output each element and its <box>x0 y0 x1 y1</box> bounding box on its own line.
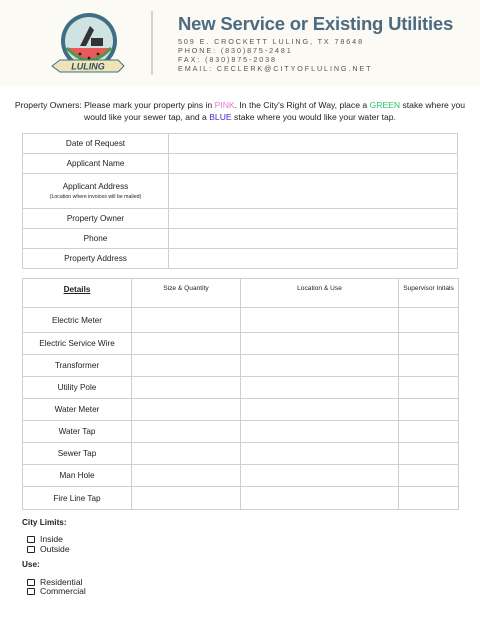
table-row <box>23 308 459 333</box>
supervisor-initials-cell[interactable] <box>399 308 459 333</box>
inside-option[interactable]: Inside <box>27 534 63 544</box>
location-use-cell[interactable] <box>241 308 399 333</box>
applicant-row <box>23 154 458 174</box>
supervisor-initials-header: Supervisor Initals <box>399 279 459 308</box>
supervisor-initials-cell[interactable] <box>399 355 459 377</box>
applicant-address-input[interactable] <box>169 174 458 209</box>
size-quantity-cell[interactable] <box>132 443 241 465</box>
field-label: Property Address <box>23 249 169 269</box>
detail-label: Water Meter <box>23 399 132 421</box>
location-use-cell[interactable] <box>241 421 399 443</box>
date-of-request-input[interactable] <box>169 134 458 154</box>
detail-label: Sewer Tap <box>23 443 132 465</box>
size-quantity-cell[interactable] <box>132 487 241 510</box>
outside-checkbox[interactable] <box>27 546 35 553</box>
applicant-row <box>23 229 458 249</box>
details-header: Details <box>23 279 132 308</box>
property-address-input[interactable] <box>169 249 458 269</box>
field-label: Applicant Address (Location where invoices will be mailed) <box>23 174 169 209</box>
applicant-row <box>23 134 458 154</box>
size-quantity-cell[interactable] <box>132 355 241 377</box>
email-address: EMAIL: CECLERK@CITYOFLULING.NET <box>178 64 373 73</box>
letterhead <box>0 0 480 86</box>
detail-label: Electric Service Wire <box>23 333 132 355</box>
applicant-row <box>23 209 458 229</box>
detail-label: Electric Meter <box>23 308 132 333</box>
detail-label: Water Tap <box>23 421 132 443</box>
table-row <box>23 465 459 487</box>
fax-number: FAX: (830)875-2038 <box>178 55 277 64</box>
field-label: Property Owner <box>23 209 169 229</box>
location-use-cell[interactable] <box>241 443 399 465</box>
detail-label: Fire Line Tap <box>23 487 132 510</box>
location-use-header: Location & Use <box>241 279 399 308</box>
location-use-cell[interactable] <box>241 377 399 399</box>
inside-checkbox[interactable] <box>27 536 35 543</box>
property-owner-input[interactable] <box>169 209 458 229</box>
size-quantity-cell[interactable] <box>132 399 241 421</box>
detail-label: Transformer <box>23 355 132 377</box>
supervisor-initials-cell[interactable] <box>399 399 459 421</box>
size-quantity-cell[interactable] <box>132 465 241 487</box>
size-quantity-cell[interactable] <box>132 421 241 443</box>
commercial-checkbox[interactable] <box>27 588 35 595</box>
detail-label: Man Hole <box>23 465 132 487</box>
phone-input[interactable] <box>169 229 458 249</box>
detail-label: Utility Pole <box>23 377 132 399</box>
applicant-row <box>23 174 458 209</box>
commercial-option[interactable]: Commercial <box>27 586 86 596</box>
supervisor-initials-cell[interactable] <box>399 377 459 399</box>
table-row <box>23 421 459 443</box>
location-use-cell[interactable] <box>241 487 399 510</box>
location-use-cell[interactable] <box>241 355 399 377</box>
outside-option[interactable]: Outside <box>27 544 70 554</box>
field-label: Date of Request <box>23 134 169 154</box>
location-use-cell[interactable] <box>241 333 399 355</box>
applicant-row <box>23 249 458 269</box>
field-label: Applicant Name <box>23 154 169 174</box>
blue-word: BLUE <box>209 112 232 122</box>
phone-number: PHONE: (830)875-2481 <box>178 46 293 55</box>
field-sublabel: (Location where invoices will be mailed) <box>49 194 142 200</box>
supervisor-initials-cell[interactable] <box>399 487 459 510</box>
pink-word: PINK <box>214 100 235 110</box>
city-of-luling-logo <box>50 10 126 78</box>
details-table <box>22 278 459 510</box>
applicant-name-input[interactable] <box>169 154 458 174</box>
residential-checkbox[interactable] <box>27 579 35 586</box>
table-row <box>23 355 459 377</box>
form-title: New Service or Existing Utilities <box>178 13 454 34</box>
table-row <box>23 377 459 399</box>
table-row <box>23 333 459 355</box>
street-address: 509 E. CROCKETT LULING, TX 78648 <box>178 37 364 46</box>
instructions: Property Owners: Please mark your property pins in PINK. In the City's Right of Way, place a GREEN stake where you would like your sewer tap, and a BLUE stake where you would like your water tap. <box>14 100 466 122</box>
table-row <box>23 487 459 510</box>
city-limits-label: City Limits: <box>22 518 67 527</box>
applicant-info-table <box>22 133 458 269</box>
table-row <box>23 443 459 465</box>
size-quantity-cell[interactable] <box>132 377 241 399</box>
supervisor-initials-cell[interactable] <box>399 333 459 355</box>
svg-text:LULING: LULING <box>71 61 105 72</box>
header-divider <box>151 11 153 75</box>
residential-option[interactable]: Residential <box>27 577 83 587</box>
use-label: Use: <box>22 560 40 569</box>
location-use-cell[interactable] <box>241 399 399 421</box>
supervisor-initials-cell[interactable] <box>399 421 459 443</box>
size-quantity-cell[interactable] <box>132 308 241 333</box>
size-quantity-cell[interactable] <box>132 333 241 355</box>
table-row <box>23 399 459 421</box>
supervisor-initials-cell[interactable] <box>399 465 459 487</box>
green-word: GREEN <box>369 100 401 110</box>
supervisor-initials-cell[interactable] <box>399 443 459 465</box>
location-use-cell[interactable] <box>241 465 399 487</box>
size-quantity-header: Size & Quantity <box>132 279 241 308</box>
details-header-row <box>23 279 459 308</box>
field-label: Phone <box>23 229 169 249</box>
